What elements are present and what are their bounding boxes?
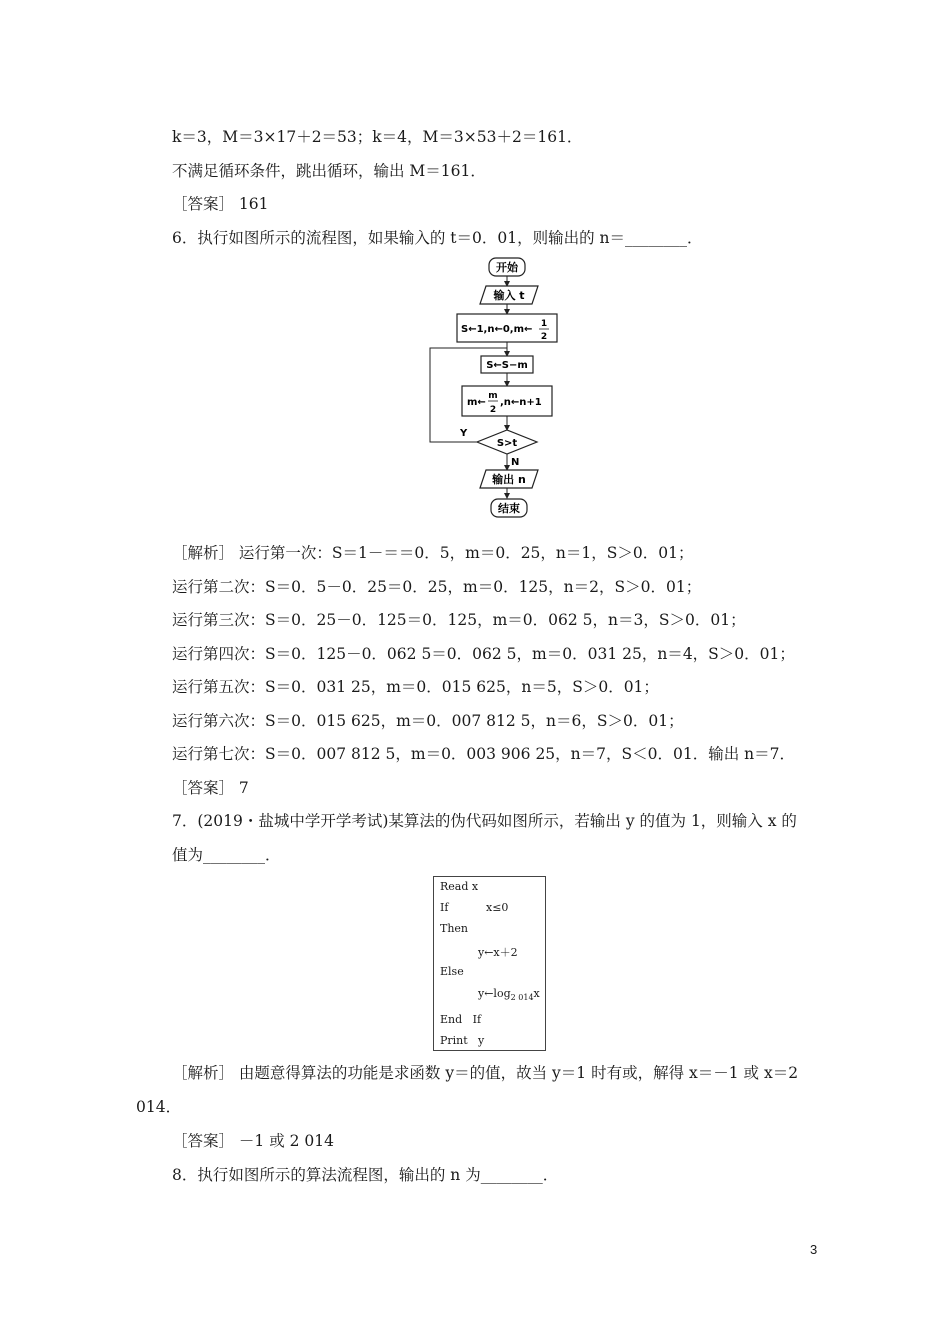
start-label: 开始 bbox=[496, 261, 518, 274]
text-line-1: k＝3，M＝3×17＋2＝53；k＝4，M＝3×53＋2＝161． bbox=[172, 128, 583, 146]
solution-7-line-1: ［解析］ 由题意得算法的功能是求函数 y＝的值，故当 y＝1 时有或，解得 x＝－1 或 x＝2 bbox=[172, 1064, 799, 1082]
init-frac-den: 2 bbox=[540, 332, 548, 342]
solution-line-6: 运行第六次：S＝0．015 625，m＝0．007 812 5，n＝6，S＞0．01； bbox=[172, 712, 684, 730]
question-7-line-2: 值为________． bbox=[172, 846, 281, 864]
solution-line-3: 运行第三次：S＝0．25－0．125＝0．125，m＝0．062 5，n＝3，S＞0．01； bbox=[172, 611, 746, 629]
question-6: 6．执行如图所示的流程图，如果输入的 t＝0．01，则输出的 n＝________． bbox=[172, 229, 703, 247]
answer-line-7: ［答案］ －1 或 2 014 bbox=[172, 1132, 335, 1150]
step2-label-a: m← bbox=[467, 397, 486, 408]
code-else-stmt bbox=[478, 987, 540, 1002]
code-then-stmt: y←x＋2 bbox=[478, 946, 518, 959]
no-label: N bbox=[511, 457, 520, 468]
end-label: 结束 bbox=[498, 502, 520, 515]
answer-line-6: ［答案］ 7 bbox=[172, 779, 249, 797]
pseudocode-box bbox=[433, 876, 546, 1051]
page-number: 3 bbox=[810, 1242, 818, 1257]
code-print-kw: Print bbox=[440, 1034, 468, 1047]
condition-label: S>t bbox=[496, 438, 518, 449]
solution-7-line-2: 014． bbox=[136, 1098, 182, 1116]
code-read: Read x bbox=[440, 880, 479, 893]
step2-frac-num: m bbox=[488, 391, 498, 401]
code-else-sub: 2 014 bbox=[510, 993, 534, 1003]
code-print-var: y bbox=[478, 1034, 485, 1047]
solution-line-7: 运行第七次：S＝0．007 812 5，m＝0．003 906 25，n＝7，S＜0．01．输出 n＝7． bbox=[172, 745, 795, 763]
output-label: 输出 n bbox=[492, 473, 526, 486]
code-else-log: y←log bbox=[478, 987, 511, 1000]
answer-line-5: ［答案］ 161 bbox=[172, 195, 269, 213]
step2-label-b: ,n←n+1 bbox=[500, 397, 542, 408]
code-else-kw: Else bbox=[440, 965, 464, 978]
solution-line-2: 运行第二次：S＝0．5－0．25＝0．25，m＝0．125，n＝2，S＞0．01； bbox=[172, 578, 702, 596]
input-label: 输入 t bbox=[493, 289, 525, 302]
init-frac-num: 1 bbox=[540, 319, 548, 329]
solution-line-4: 运行第四次：S＝0．125－0．062 5＝0．062 5，m＝0．031 25，n＝4，S＞0．01； bbox=[172, 645, 795, 663]
init-label: S←1,n←0,m← bbox=[461, 324, 533, 335]
text-line-2: 不满足循环条件，跳出循环，输出 M＝161． bbox=[172, 162, 486, 180]
code-if-cond: x≤0 bbox=[486, 901, 509, 914]
step1-label: S←S−m bbox=[486, 360, 528, 371]
code-endif: End If bbox=[440, 1013, 482, 1026]
solution-line-1: ［解析］ 运行第一次：S＝1－＝＝0．5，m＝0．25，n＝1，S＞0．01； bbox=[172, 544, 694, 562]
flowchart bbox=[420, 252, 620, 522]
question-7-line-1: 7．(2019・盐城中学开学考试)某算法的伪代码如图所示，若输出 y 的值为 1，则输入 x 的 bbox=[172, 812, 797, 830]
code-if-kw: If bbox=[440, 901, 449, 914]
code-else-var: x bbox=[533, 987, 540, 1000]
step2-frac-den: 2 bbox=[489, 405, 497, 415]
yes-label: Y bbox=[460, 428, 468, 439]
code-then-kw: Then bbox=[440, 922, 469, 935]
question-8: 8．执行如图所示的算法流程图，输出的 n 为________． bbox=[172, 1166, 559, 1184]
solution-line-5: 运行第五次：S＝0．031 25，m＝0．015 625，n＝5，S＞0．01； bbox=[172, 678, 659, 696]
